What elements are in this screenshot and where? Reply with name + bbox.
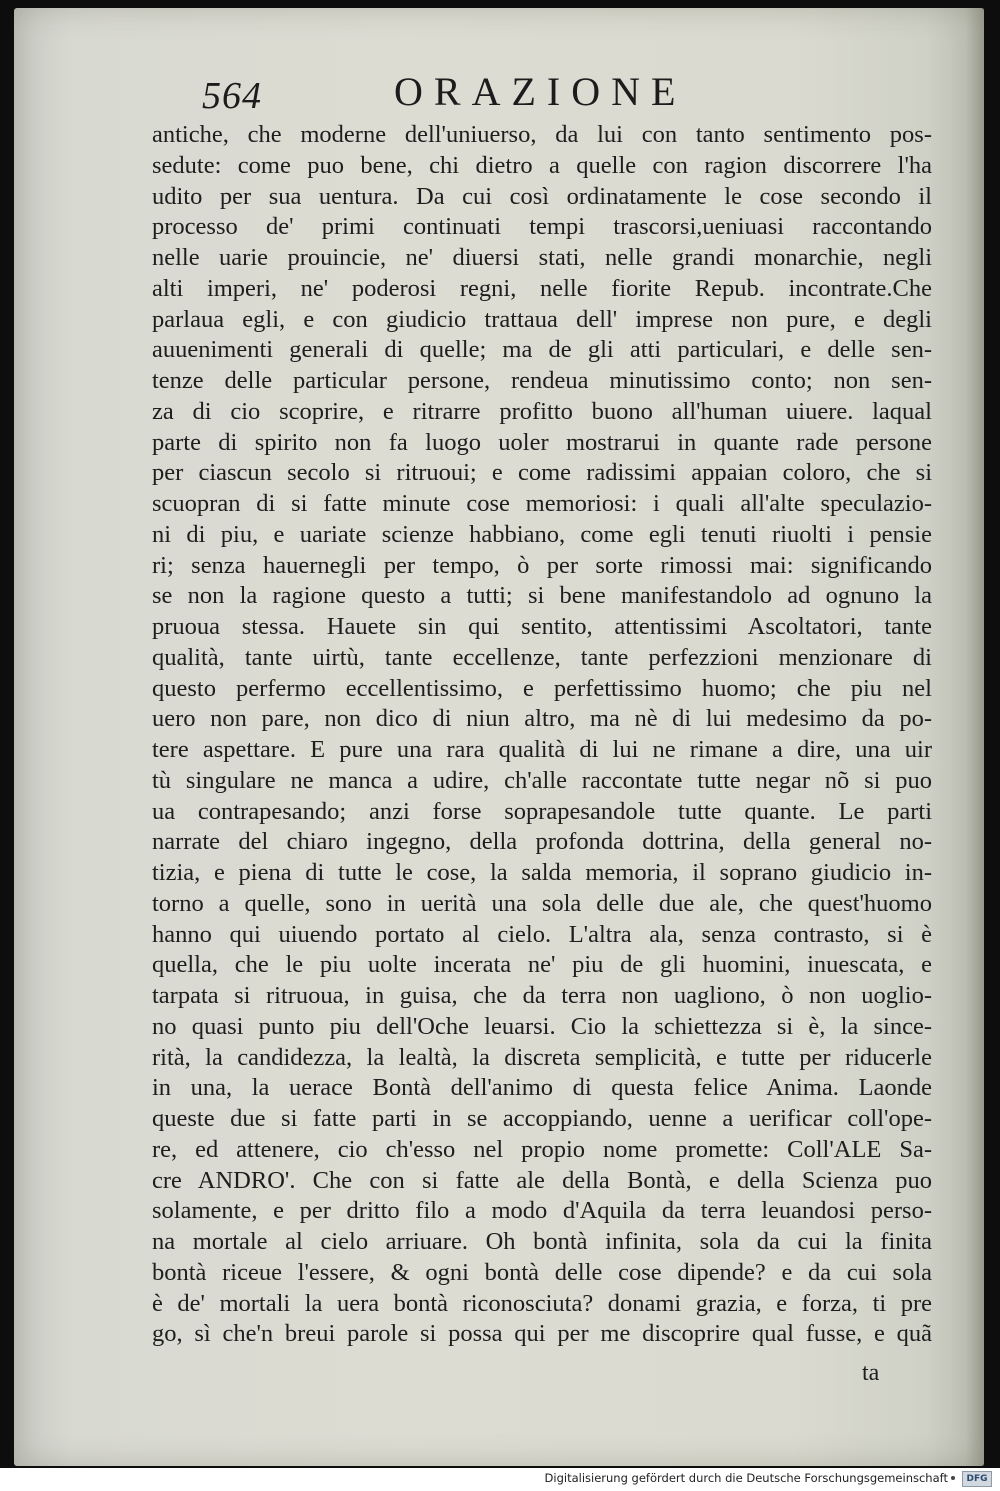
- text-line: antiche, che moderne dell'uniuerso, da lui con tanto sentimento pos-: [152, 121, 932, 148]
- text-line: sedute: come puo bene, chi dietro a quelle con ragion discorrere l'ha: [152, 151, 932, 179]
- text-line: tù singulare ne manca a udire, ch'alle raccontate tutte negar nõ si puo: [152, 766, 932, 794]
- text-line: nelle uarie prouincie, ne' diuersi stati, nelle grandi monarchie, negli: [152, 244, 932, 271]
- text-line: rità, la candidezza, la lealtà, la discreta semplicità, e tutte per riducerle: [152, 1043, 932, 1071]
- text-line: parte di spirito non fa luogo uoler mostrarui in quante rade persone: [152, 428, 932, 456]
- text-line: tarpata si ritruoua, in guisa, che da terra non uagliono, ò non uoglio-: [152, 982, 932, 1009]
- text-line: qualità, tante uirtù, tante eccellenze, tante perfezzioni menzionare di: [152, 643, 932, 671]
- text-line: cre ANDRO'. Che con si fatte ale della Bontà, e della Scienza puo: [152, 1166, 932, 1194]
- text-line: in una, la uerace Bontà dell'animo di questa felice Anima. Laonde: [152, 1074, 932, 1102]
- text-line: è de' mortali la uera bontà riconosciuta? donami grazia, e forza, ti pre: [152, 1289, 932, 1317]
- text-line: udito per sua uentura. Da cui così ordinatamente le cose secondo il: [152, 182, 932, 210]
- text-line: parlaua egli, e con giudicio trattaua dell' imprese non pure, e degli: [152, 305, 932, 333]
- text-line: na mortale al cielo arriuare. Oh bontà infinita, sola da cui la finita: [152, 1228, 932, 1255]
- body-text: [152, 120, 932, 1350]
- text-line: re, ed attenere, cio ch'esso nel propio nome promette: Coll'ALE Sa-: [152, 1135, 932, 1163]
- text-line: uero non pare, non dico di niun altro, ma nè di lui medesimo da po-: [152, 705, 932, 733]
- text-line: go, sì che'n breui parole si possa qui per me discoprire qual fusse, e quã: [152, 1320, 932, 1348]
- funding-credit: [545, 1471, 958, 1485]
- text-line: solamente, e per dritto filo a modo d'Aquila da terra leuandosi perso-: [152, 1197, 932, 1225]
- text-line: se non la ragione questo a tutti; si bene manifestandolo ad ognuno la: [152, 582, 932, 610]
- text-line: tere aspettare. E pure una rara qualità di lui ne rimane a dire, una uir: [152, 736, 932, 763]
- text-line: za di cio scoprire, e ritrarre profitto buono all'human uiuere. laqual: [152, 397, 932, 425]
- text-line: processo de' primi continuati tempi trascorsi,ueniuasi raccontando: [152, 213, 932, 241]
- page-number: 564: [202, 75, 262, 117]
- running-head: ORAZIONE: [394, 69, 687, 114]
- text-line: scuopran di si fatte minute cose memoriosi: i quali all'alte speculazio-: [152, 490, 932, 517]
- text-line: narrate del chiaro ingegno, della profonda dottrina, della general no-: [152, 828, 932, 856]
- text-line: queste due si fatte parti in se accoppiando, uenne a uerificar coll'ope-: [152, 1105, 932, 1132]
- text-line: auuenimenti generali di quelle; ma de gli atti particulari, e delle sen-: [152, 336, 932, 364]
- text-line: bontà riceue l'essere, & ogni bontà delle cose dipende? e da cui sola: [152, 1258, 932, 1286]
- page-edge: [966, 8, 984, 1466]
- text-line: ni di piu, e uariate scienze habbiano, come egli tenuti riuolti i pensie: [152, 520, 932, 548]
- text-line: torno a quelle, sono in uerità una sola delle due ale, che quest'huomo: [152, 889, 932, 917]
- text-line: tizia, e piena di tutte le cose, la salda memoria, il soprano giudicio in-: [152, 859, 932, 886]
- text-line: no quasi punto piu dell'Oche leuarsi. Cio la schiettezza si è, la since-: [152, 1012, 932, 1040]
- funding-credit-text: Digitalisierung gefördert durch die Deutsche Forschungsgemeinschaft: [544, 1471, 948, 1485]
- dfg-logo: DFG: [962, 1471, 992, 1487]
- text-line: pruoua stessa. Hauete sin qui sentito, attentissimi Ascoltatori, tante: [152, 613, 932, 640]
- catchword: ta: [862, 1360, 880, 1386]
- text-line: alti imperi, ne' poderosi regni, nelle fiorite Repub. incontrate.Che: [152, 274, 932, 302]
- separator-dot: [951, 1476, 955, 1480]
- footer-bar: [0, 1468, 1000, 1491]
- text-line: quella, che le piu uolte incerata ne' piu de gli huomini, inuescata, e: [152, 951, 932, 979]
- text-line: questo perfermo eccellentissimo, e perfettissimo huomo; che piu nel: [152, 674, 932, 702]
- text-line: per ciascun secolo si ritruoui; e come radissimi appaian coloro, che si: [152, 459, 932, 487]
- text-line: hanno qui uiuendo portato al cielo. L'altra ala, senza contrasto, si è: [152, 920, 932, 948]
- text-line: ri; senza hauernegli per tempo, ò per sorte rimossi mai: significando: [152, 551, 932, 579]
- text-line: ua contrapesando; anzi forse soprapesandole tutte quante. Le parti: [152, 797, 932, 825]
- text-line: tenze delle particular persone, rendeua minutissimo conto; non sen-: [152, 367, 932, 394]
